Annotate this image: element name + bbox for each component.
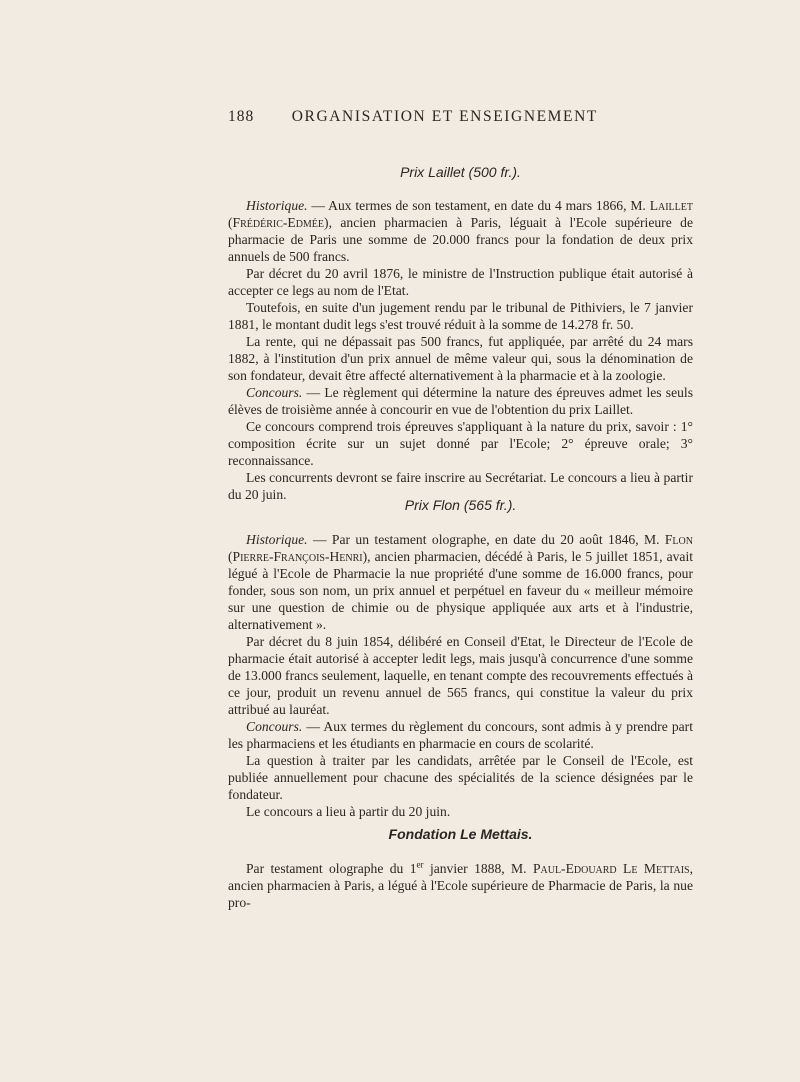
section-heading-prix-flon: Prix Flon (565 fr.).: [404, 497, 517, 513]
paragraph: Le concours a lieu à partir du 20 juin.: [246, 804, 451, 819]
text-run: , ancien pharmacien à Paris, a légué à l'Ecole supérieure de Pharmacie de Paris, la nue pro-: [228, 861, 693, 910]
paragraph: Les concurrents devront se faire inscrire au Secrétariat. Le concours a lieu à partir du 20 juin.: [228, 470, 693, 502]
running-title: ORGANISATION ET ENSEIGNEMENT: [291, 108, 598, 125]
section-heading-prix-laillet: Prix Laillet (500 fr.).: [400, 164, 521, 180]
section-body-prix-laillet: [228, 197, 693, 503]
paragraph: Par décret du 20 avril 1876, le ministre de l'Instruction publique était autorisé à accepter ce legs au nom de l'Etat.: [228, 266, 693, 298]
paragraph: [228, 384, 693, 418]
superscript: er: [416, 859, 424, 870]
page-number: 188: [228, 108, 255, 125]
section-body-fondation-le-mettais: [228, 860, 693, 911]
person-name: Paul-Edouard Le Mettais: [532, 861, 690, 876]
text-run: — Le règlement qui détermine la nature des épreuves admet les seuls élèves de troisième année à concourir en vue de l'obtention du prix Laillet.: [228, 385, 693, 417]
paragraph: [228, 860, 693, 911]
paragraph: [228, 718, 693, 752]
text-run: , ancien pharmacien à Paris, léguait à l'Ecole supérieure de pharmacie de Paris une somme de 20.000 francs pour la fondation de deux prix annuels de 500 francs.: [228, 215, 693, 264]
text-run: — Aux termes du règlement du concours, sont admis à y prendre part les pharmaciens et les étudiants en pharmacie en cours de scolarité.: [228, 719, 693, 751]
text-run: janvier 1888, M.: [423, 861, 533, 876]
paragraph: Ce concours comprend trois épreuves s'appliquant à la nature du prix, savoir : 1° composition écrite sur un sujet donné par l'Ecole; 2° épreuve orale; 3° reconnaissance.: [228, 419, 693, 468]
paragraph: La question à traiter par les candidats, arrêtée par le Conseil de l'Ecole, est publiée annuellement pour chacune des spécialités de la science désignées par le fondateur.: [228, 753, 693, 802]
paragraph-lead: Concours.: [246, 719, 303, 734]
text-run: — Aux termes de son testament, en date du 4 mars 1866, M.: [307, 198, 650, 213]
person-name: Laillet (Frédéric-Edmée): [228, 198, 693, 230]
paragraph-lead: Historique.: [246, 198, 308, 213]
paragraph: La rente, qui ne dépassait pas 500 francs, fut appliquée, par arrêté du 24 mars 1882, à l'institution d'un prix annuel de même valeur qui, sous la dénomination de son fondateur, devait être affecté alternativement à la pharmacie et à la zoologie.: [228, 334, 693, 383]
paragraph: Toutefois, en suite d'un jugement rendu par le tribunal de Pithiviers, le 7 janvier 1881, le montant dudit legs s'est trouvé réduit à la somme de 14.278 fr. 50.: [228, 300, 693, 332]
paragraph: [228, 197, 693, 265]
text-run: Par testament olographe du 1: [246, 861, 417, 876]
section-body-prix-flon: [228, 531, 693, 820]
paragraph: [228, 531, 693, 633]
text-run: , ancien pharmacien, décédé à Paris, le 5 juillet 1851, avait légué à l'Ecole de Pharmacie la nue propriété d'une somme de 16.000 francs, pour fonder, sous son nom, un prix annuel et perpétuel en faveur du « meilleur mémoire sur une question de chimie ou de physique appliquée aux arts et à l'industrie, alternativement ».: [228, 549, 693, 632]
person-name: Flon (Pierre-François-Henri): [228, 532, 693, 564]
paragraph: Par décret du 8 juin 1854, délibéré en Conseil d'Etat, le Directeur de l'Ecole de pharmacie était autorisé à accepter ledit legs, mais jusqu'à concurrence d'une somme de 13.000 francs seulement, laquelle, en tenant compte des recouvrements effectués à ce jour, produit un revenu annuel de 565 francs, qui constitue la valeur du prix attribué au lauréat.: [228, 634, 693, 717]
paragraph-lead: Historique.: [246, 532, 308, 547]
text-run: — Par un testament olographe, en date du 20 août 1846, M.: [307, 532, 665, 547]
paragraph-lead: Concours.: [246, 385, 303, 400]
section-heading-fondation-le-mettais: Fondation Le Mettais.: [388, 826, 533, 842]
